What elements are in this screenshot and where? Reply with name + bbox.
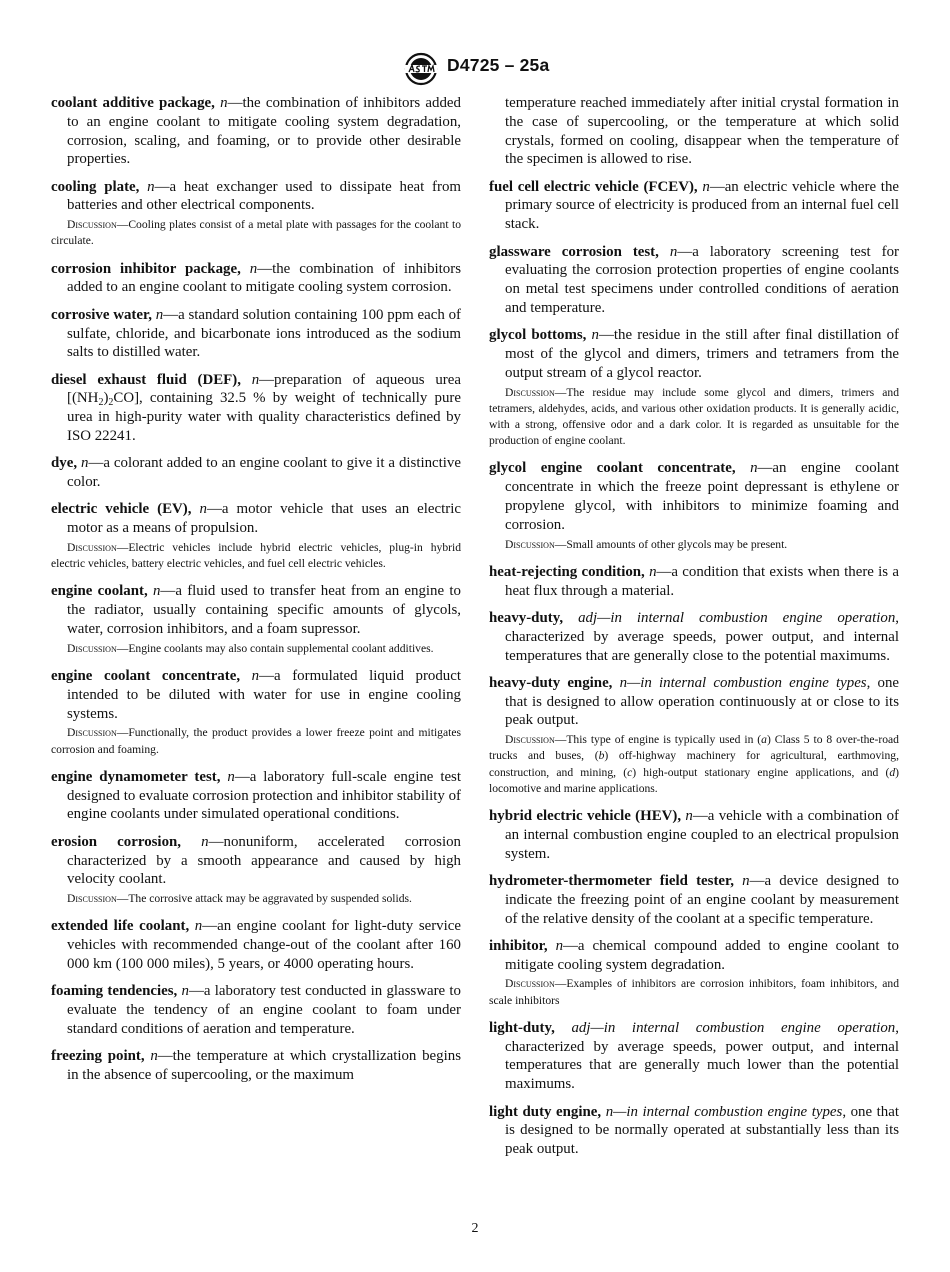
part-of-speech: n [669, 243, 678, 260]
context-label: —in internal combustion engine types [613, 1103, 843, 1120]
part-of-speech: n [649, 563, 657, 580]
term-entry [489, 178, 899, 234]
term-entry [489, 326, 899, 382]
part-of-speech: n [619, 674, 628, 691]
term: cooling plate, [51, 178, 140, 195]
term-entry [489, 872, 899, 928]
part-of-speech: n [555, 937, 564, 954]
context-label: —in internal combustion engine types [627, 674, 867, 691]
part-of-speech: adj [578, 609, 598, 626]
discussion-label: Discussion [67, 892, 117, 906]
term: inhibitor, [489, 937, 548, 954]
part-of-speech: n [194, 918, 203, 935]
page-header [0, 52, 950, 86]
term: glycol bottoms, [489, 327, 587, 344]
term: light duty engine, [489, 1103, 602, 1120]
discussion-text: —The corrosive attack may be aggravated by suspended solids. [116, 892, 412, 906]
term: heavy-duty, [489, 609, 564, 626]
part-of-speech: adj [571, 1019, 591, 1036]
term-entry [51, 260, 461, 298]
term-entry [51, 982, 461, 1038]
term-entry [51, 371, 461, 446]
context-label: —in internal combustion engine operation [597, 609, 896, 626]
term: hybrid electric vehicle (HEV), [489, 808, 682, 825]
discussion-text: —Cooling plates consist of a metal plate with passages for the coolant to circulate. [51, 218, 461, 248]
part-of-speech: n [220, 95, 228, 111]
term: erosion corrosion, [51, 833, 182, 850]
definition: CO], containing 32.5 % by weight of technically pure urea in high-purity water with quality characteristics defined by ISO 22241. [67, 390, 461, 445]
term-entry [489, 807, 899, 863]
term: electric vehicle (EV), [51, 501, 192, 518]
part-of-speech: n [81, 455, 89, 472]
part-of-speech: n [201, 833, 209, 850]
subscript: 2 [108, 397, 114, 409]
discussion-note [51, 891, 461, 907]
definition: —an engine coolant for light-duty service vehicles with recommended change-out of the coolant after 160 000 km (100 000 miles), 5 years, or 4000 operating hours. [67, 918, 461, 972]
definition: —a laboratory test conducted in glassware to evaluate the tendency of an engine coolant to foam under standard conditions of aeration and temperature. [67, 983, 461, 1037]
term-entry [489, 243, 899, 318]
part-of-speech: n [181, 983, 189, 1000]
discussion-text: —Functionally, the product provides a lower freeze point and mitigates corrosion and foaming. [51, 726, 461, 756]
discussion-label: Discussion [67, 726, 117, 740]
definition: —a fluid used to transfer heat from an engine to the radiator, usually containing specific amounts of glycols, water, corrosion inhibitors, and a foam supressor. [67, 583, 461, 638]
term: corrosive water, [51, 306, 152, 323]
definition: ) [103, 390, 109, 407]
discussion-text: ) high-output stationary engine applications, and ( [632, 765, 890, 779]
part-of-speech: n [702, 178, 710, 195]
definition: —the residue in the still after final distillation of most of the glycol and dimers, trimers and tetramers from the output stream of a glycol reactor. [505, 327, 899, 381]
term-entry [489, 459, 899, 534]
term-entry [489, 1103, 899, 1159]
term-entry [51, 582, 461, 638]
definition: —a laboratory screening test for evaluating the corrosion protection properties of engine coolants on metal test specimens under controlled conditions of aeration and temperature. [505, 243, 899, 316]
definition: —a heat exchanger used to dissipate heat from batteries and other electrical components. [67, 178, 461, 214]
list-marker: a [761, 733, 767, 747]
part-of-speech: n [150, 1048, 158, 1065]
term: heavy-duty engine, [489, 674, 613, 691]
term: engine dynamometer test, [51, 768, 221, 785]
list-marker: c [627, 765, 633, 779]
part-of-speech: n [591, 327, 599, 344]
discussion-note [489, 732, 899, 797]
term: light-duty, [489, 1019, 555, 1036]
term-entry [51, 178, 461, 216]
term: freezing point, [51, 1048, 145, 1065]
definition: —the combination of inhibitors added to an engine coolant to mitigate cooling system corrosion. [67, 260, 461, 296]
term-entry [51, 667, 461, 723]
term-entry-continued: temperature reached immediately after initial crystal formation in the case of supercooling, or the temperature at which solid crystals, formed on cooling, disappear when the temperature of the specimen is allowed to rise. [505, 95, 899, 168]
discussion-text: —Electric vehicles include hybrid electric vehicles, plug-in hybrid electric vehicles, battery electric vehicles, and fuel cell electric vehicles. [51, 541, 461, 571]
definition: —the combination of inhibitors added to an engine coolant to mitigate cooling system degradation, corrosion, scaling, and foaming, or to provide other desirable properties. [67, 95, 461, 168]
discussion-label: Discussion [505, 385, 555, 399]
discussion-text: —The residue may include some glycol and dimers, trimers and tetramers, aldehydes, acids, and various other oxidation products. It is generally acidic, with a strong, offensive odor and a dark color. It is regarded as unsuitable for the production of engine coolant. [489, 385, 899, 448]
part-of-speech: n [199, 501, 207, 518]
term-entry [51, 306, 461, 362]
definition: —an electric vehicle where the primary source of electricity is produced from an internal fuel cell stack. [505, 178, 899, 233]
term: dye, [51, 455, 78, 472]
document-number: D4725 – 25a [447, 55, 550, 75]
term: fuel cell electric vehicle (FCEV), [489, 178, 698, 195]
term: glycol engine coolant concentrate, [489, 460, 736, 477]
definition: —a formulated liquid product intended to be diluted with water for use in engine cooling systems. [67, 668, 461, 722]
term: glassware corrosion test, [489, 243, 659, 260]
discussion-note [51, 217, 461, 249]
discussion-text: ) locomotive and marine applications. [489, 765, 899, 795]
discussion-label: Discussion [505, 733, 555, 747]
term-entry [489, 937, 899, 975]
definition: —a colorant added to an engine coolant to give it a distinctive color. [67, 455, 461, 491]
term: hydrometer-thermometer field tester, [489, 872, 734, 889]
definition: , one that is designed to allow operation continuously at or close to its peak output. [505, 674, 899, 729]
discussion-label: Discussion [67, 641, 117, 655]
discussion-note [489, 976, 899, 1008]
part-of-speech: n [750, 460, 758, 477]
discussion-text: —Engine coolants may also contain supplemental coolant additives. [116, 641, 434, 655]
term-entry [51, 768, 461, 824]
subscript: 2 [98, 397, 104, 409]
definition: —a device designed to indicate the freezing point of an engine coolant by measurement of the relative density of the coolant at a specific temperature. [505, 872, 899, 927]
definition: —a laboratory full-scale engine test designed to evaluate corrosion protection and inhibitor stability of engine coolants under simulated operational conditions. [67, 768, 461, 823]
term-entry [51, 833, 461, 889]
definition: —a condition that exists when there is a heat flux through a material. [505, 563, 899, 599]
part-of-speech: n [685, 808, 693, 825]
definition: —a standard solution containing 100 ppm each of sulfate, chloride, and bicarbonate ions introduced as the sodium salts to distilled water. [67, 306, 461, 361]
definition: —a motor vehicle that uses an electric motor as a means of propulsion. [67, 501, 461, 537]
page-number: 2 [471, 1221, 479, 1236]
discussion-text: ) off-highway machinery for agricultural, earthmoving, construction, and mining, ( [489, 749, 899, 779]
discussion-text: —Examples of inhibitors are corrosion inhibitors, foam inhibitors, and scale inhibitors [489, 977, 899, 1007]
part-of-speech: n [152, 583, 161, 600]
term: coolant additive package, [51, 95, 215, 111]
term-entry [489, 609, 899, 665]
discussion-note [489, 537, 899, 553]
part-of-speech: n [251, 371, 260, 388]
term-entry [51, 1047, 461, 1085]
term: foaming tendencies, [51, 983, 178, 1000]
discussion-label: Discussion [505, 537, 555, 551]
discussion-label: Discussion [505, 977, 555, 991]
term-entry [489, 1019, 899, 1094]
term: extended life coolant, [51, 918, 190, 935]
part-of-speech: n [249, 260, 258, 277]
term: engine coolant, [51, 583, 148, 600]
part-of-speech: n [605, 1103, 614, 1120]
definition: , one that is designed to be normally operated at substantially less than its peak output. [505, 1103, 899, 1158]
term-entry [51, 500, 461, 538]
left-column [51, 94, 461, 1093]
term-entry [489, 563, 899, 601]
term: heat-rejecting condition, [489, 563, 645, 580]
definition: , characterized by average speeds, power output, and internal temperatures that are generally much lower than the potential maximums. [505, 1019, 899, 1093]
discussion-label: Discussion [67, 218, 117, 232]
part-of-speech: n [251, 668, 260, 685]
discussion-text: —Small amounts of other glycols may be present. [554, 537, 788, 551]
list-marker: b [598, 749, 605, 763]
discussion-text: ) Class 5 to 8 over-the-road trucks and buses, ( [489, 733, 899, 763]
part-of-speech: n [155, 306, 164, 323]
term-entry [51, 94, 461, 169]
definition: —a vehicle with a combination of an internal combustion engine coupled to an electrical propulsion system. [505, 808, 899, 862]
discussion-label: Discussion [67, 541, 117, 555]
discussion-note [489, 385, 899, 450]
term: engine coolant concentrate, [51, 668, 241, 685]
term-entry [51, 917, 461, 973]
astm-logo-icon [403, 52, 439, 86]
term-entry [51, 454, 461, 492]
definition: —the temperature at which crystallization begins in the absence of supercooling, or the maximum [67, 1048, 461, 1083]
list-marker: d [889, 765, 896, 779]
context-label: —in internal combustion engine operation [590, 1019, 896, 1036]
right-column [489, 94, 899, 1167]
part-of-speech: n [147, 178, 155, 195]
discussion-note [51, 725, 461, 757]
discussion-text: —This type of engine is typically used in ( [554, 733, 762, 747]
definition: —nonuniform, accelerated corrosion characterized by a smooth appearance and caused by high velocity coolant. [67, 833, 461, 888]
definition: —an engine coolant concentrate in which the freeze point depressant is ethylene or propylene glycol, with inhibitors to minimize foaming and corrosion. [505, 460, 899, 533]
definition: —preparation of aqueous urea [(NH [67, 371, 461, 407]
term-entry [489, 674, 899, 730]
definition: , characterized by average speeds, power output, and internal temperatures that are generally close to the potential maximums. [505, 609, 899, 664]
term: diesel exhaust fluid (DEF), [51, 371, 241, 388]
discussion-note [51, 540, 461, 572]
part-of-speech: n [227, 768, 235, 785]
definition: —a chemical compound added to engine coolant to mitigate cooling system degradation. [505, 937, 899, 973]
discussion-note [51, 641, 461, 657]
part-of-speech: n [742, 872, 750, 889]
term: corrosion inhibitor package, [51, 260, 241, 277]
